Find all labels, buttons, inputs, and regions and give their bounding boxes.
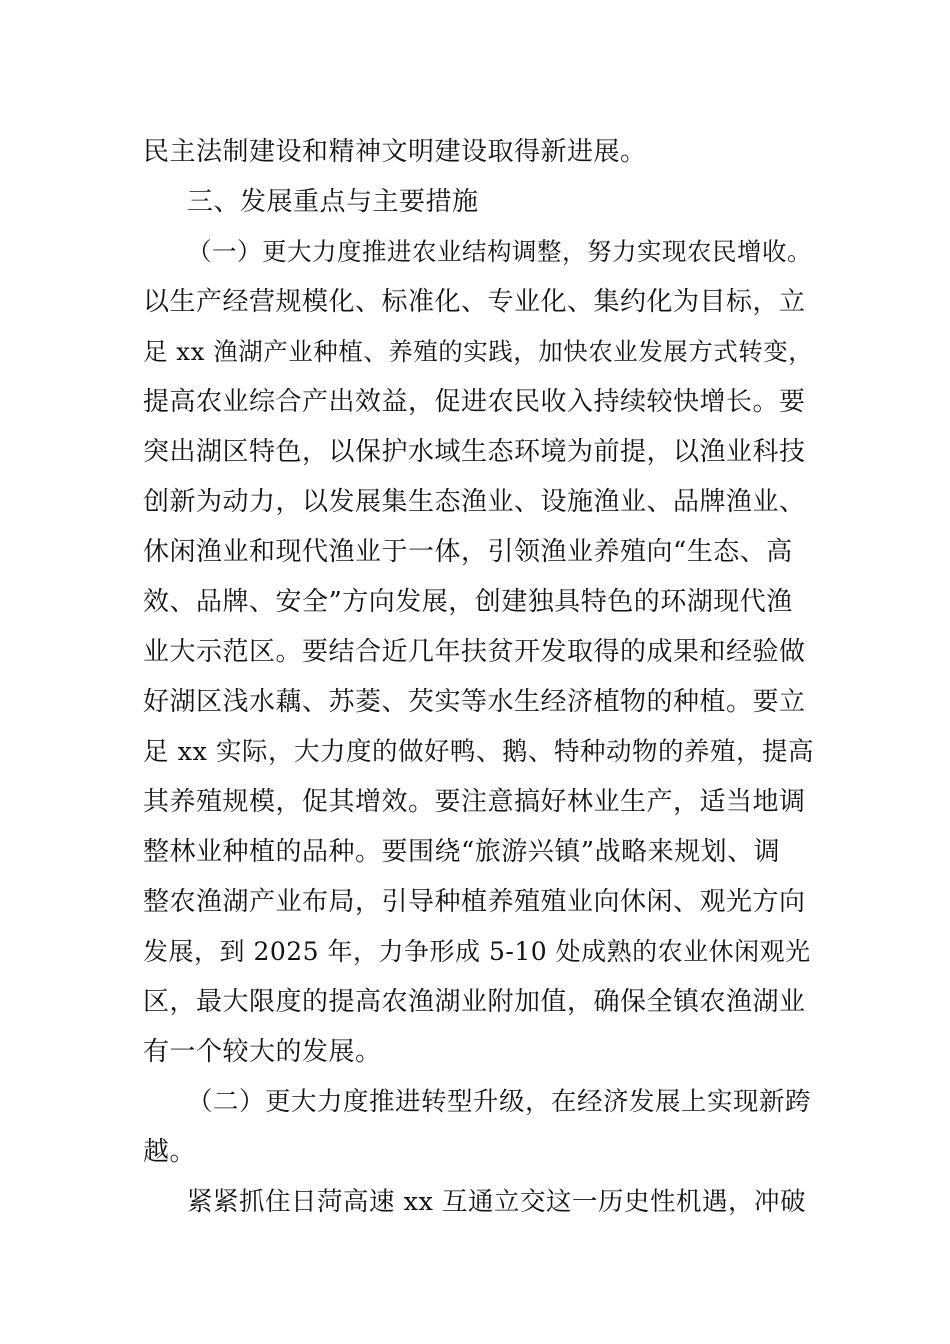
text-line: 好湖区浅水藕、苏菱、芡实等水生经济植物的种植。要立	[143, 687, 806, 717]
text-line: 效、品牌、安全”方向发展，创建独具特色的环湖现代渔	[143, 587, 793, 617]
text-line: 民主法制建设和精神文明建设取得新进展。	[143, 137, 647, 167]
text-line: 整农渔湖产业布局，引导种植养殖殖业向休闲、观光方向	[143, 887, 806, 917]
text-line: 足 xx 渔湖产业种植、养殖的实践，加快农业发展方式转变，	[143, 337, 814, 366]
subsection-heading: （一）更大力度推进农业结构调整，努力实现农民增收。	[187, 237, 812, 266]
text-line: 发展，到 2025 年，力争形成 5-10 处成熟的农业休闲观光	[143, 937, 811, 966]
text-line: 越。	[143, 1137, 197, 1167]
text-line: 整林业种植的品种。要围绕“旅游兴镇”战略来规划、调	[143, 837, 781, 867]
text-line: 区，最大限度的提高农渔湖业附加值，确保全镇农渔湖业	[143, 987, 806, 1017]
text-line: 突出湖区特色，以保护水域生态环境为前提，以渔业科技	[143, 437, 806, 467]
text-line: 业大示范区。要结合近几年扶贫开发取得的成果和经验做	[143, 637, 806, 667]
text-line: 休闲渔业和现代渔业于一体，引领渔业养殖向“生态、高	[143, 537, 793, 567]
subsection-heading: （二）更大力度推进转型升级，在经济发展上实现新跨	[187, 1087, 812, 1117]
section-heading: 三、发展重点与主要措施	[187, 187, 479, 217]
text-line: 足 xx 实际，大力度的做好鸭、鹅、特种动物的养殖，提高	[143, 737, 814, 767]
text-line: 其养殖规模，促其增效。要注意搞好林业生产，适当地调	[143, 787, 806, 817]
text-line: 以生产经营规模化、标准化、专业化、集约化为目标，立	[143, 287, 806, 317]
text-line: 紧紧抓住日菏高速 xx 互通立交这一历史性机遇，冲破	[187, 1187, 806, 1217]
text-line: 有一个较大的发展。	[143, 1037, 382, 1067]
text-line: 创新为动力，以发展集生态渔业、设施渔业、品牌渔业、	[143, 487, 806, 517]
text-line: 提高农业综合产出效益，促进农民收入持续较快增长。要	[143, 387, 806, 417]
